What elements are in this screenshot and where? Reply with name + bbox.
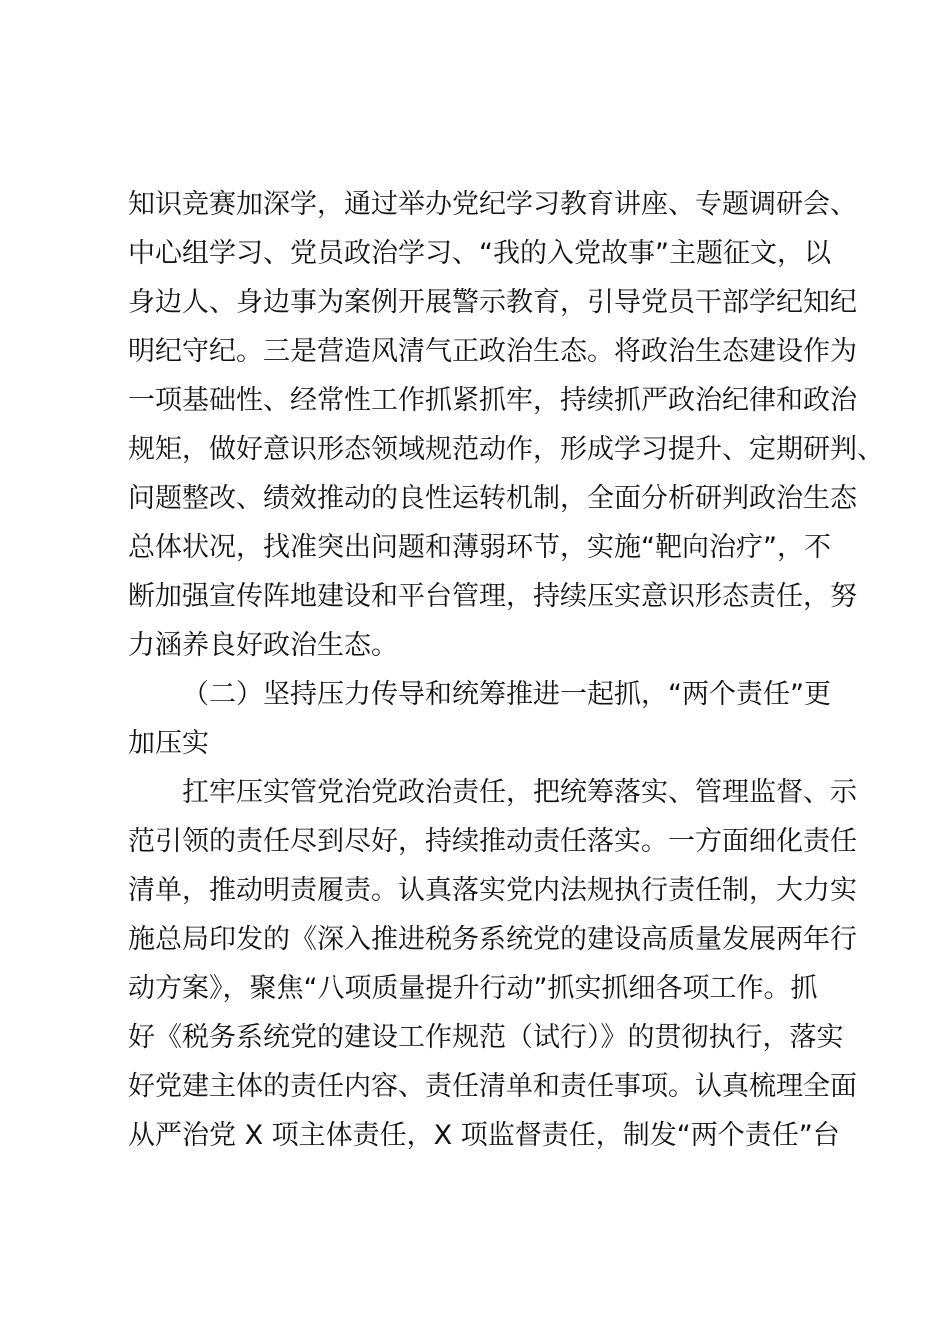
paragraph-line: 好党建主体的责任内容、责任清单和责任事项。认真梳理全面 (128, 1071, 857, 1102)
paragraph-line: 施总局印发的《深入推进税务系统党的建设高质量发展两年行 (128, 924, 857, 955)
paragraph-line: 力涵养良好政治生态。 (128, 630, 398, 661)
section-heading (128, 670, 840, 768)
paragraph-1 (128, 180, 884, 670)
paragraph-line: 中心组学习、党员政治学习、“我的入党故事”主题征文，以 (128, 238, 831, 269)
paragraph-line: 从严治党 X 项主体责任，X 项监督责任，制发“两个责任”台 (128, 1120, 840, 1151)
paragraph-line: 规矩，做好意识形态领域规范动作，形成学习提升、定期研判、 (128, 434, 884, 465)
paragraph-line: 断加强宣传阵地建设和平台管理，持续压实意识形态责任，努 (128, 581, 857, 612)
paragraph-line: 清单，推动明责履责。认真落实党内法规执行责任制，大力实 (128, 875, 857, 906)
paragraph-line: 扛牢压实管党治党政治责任，把统筹落实、管理监督、示 (182, 777, 857, 808)
paragraph-line: 明纪守纪。三是营造风清气正政治生态。将政治生态建设作为 (128, 336, 857, 367)
document-body (128, 180, 884, 1160)
paragraph-line: 总体状况，找准突出问题和薄弱环节，实施“靶向治疗”，不 (128, 532, 831, 563)
heading-line: 加压实 (128, 728, 209, 759)
paragraph-line: 知识竞赛加深学，通过举办党纪学习教育讲座、专题调研会、 (128, 189, 857, 220)
paragraph-line: 身边人、身边事为案例开展警示教育，引导党员干部学纪知纪 (128, 287, 857, 318)
paragraph-line: 范引领的责任尽到尽好，持续推动责任落实。一方面细化责任 (128, 826, 857, 857)
paragraph-2 (128, 768, 857, 1160)
heading-line: （二）坚持压力传导和统筹推进一起抓，“两个责任”更 (182, 679, 831, 710)
paragraph-line: 一项基础性、经常性工作抓紧抓牢，持续抓严政治纪律和政治 (128, 385, 857, 416)
paragraph-line: 动方案》，聚焦“八项质量提升行动”抓实抓细各项工作。抓 (128, 973, 818, 1004)
paragraph-line: 好《税务系统党的建设工作规范（试行）》的贯彻执行，落实 (128, 1022, 844, 1053)
paragraph-line: 问题整改、绩效推动的良性运转机制，全面分析研判政治生态 (128, 483, 857, 514)
